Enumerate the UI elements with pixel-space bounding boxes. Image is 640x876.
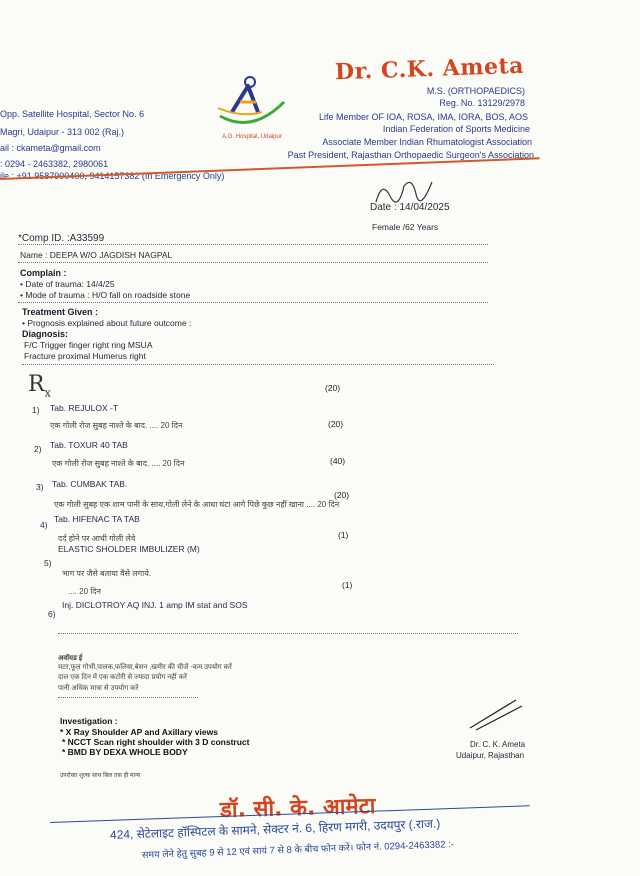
med-5-name: ELASTIC SHOLDER IMBULIZER (M) bbox=[58, 544, 200, 554]
qualification-2: Reg. No. 13129/2978 bbox=[439, 98, 525, 108]
treatment-heading: Treatment Given : bbox=[22, 307, 99, 317]
med-1-name: Tab. REJULOX -T bbox=[50, 403, 119, 413]
complain-item-2: • Mode of trauma : H/O fall on roadside stone bbox=[20, 290, 191, 300]
med-1-instruction: एक गोली रोज सुबह नाश्ते के बाद. .... 20 दिन bbox=[50, 421, 183, 430]
treatment-item-1: • Prognosis explained about future outcome : bbox=[22, 318, 192, 328]
diet-note-1: मटर,फूल गोभी,पालक,फलिया,बेसन ,खमीर की चीजें -कम उपयोग करें bbox=[58, 664, 232, 671]
gender-age: Female /62 Years bbox=[372, 222, 439, 232]
med-2-instruction: एक गोली रोज सुबह नाश्ते के बाद. .... 20 दिन bbox=[52, 459, 185, 468]
med-3-num: 3) bbox=[36, 482, 44, 492]
qualification-3: Life Member OF IOA, ROSA, IMA, IORA, BOS, AOS bbox=[318, 112, 528, 122]
qualification-1: M.S. (ORTHOPAEDICS) bbox=[426, 86, 525, 96]
med-1-instr-qty: (20) bbox=[328, 419, 344, 429]
complain-heading: Complain : bbox=[20, 268, 67, 278]
med-4-num: 4) bbox=[40, 520, 48, 530]
med-5-instruction: भाग पर जैसे बताया वैसे लगाये. bbox=[62, 569, 152, 578]
qualification-5: Associate Member Indian Rhumatologist Association bbox=[322, 137, 532, 147]
investigation-heading: Investigation : bbox=[60, 716, 118, 726]
address-line-1: Opp. Satellite Hospital, Sector No. 6 bbox=[0, 109, 145, 119]
med-1-num: 1) bbox=[32, 405, 40, 415]
med-4-instr-qty: (1) bbox=[338, 530, 349, 540]
phone-line: : 0294 - 2463382, 2980061 bbox=[0, 159, 109, 169]
comp-id: *Comp ID. :A33599 bbox=[18, 233, 105, 244]
med-1-qty: (20) bbox=[325, 383, 341, 393]
patient-name: Name : DEEPA W/O JAGDISH NAGPAL bbox=[20, 250, 173, 260]
doctor-signature bbox=[466, 694, 526, 739]
footer-address: 424, सेटेलाइट हॉस्पिटल के सामने, सेक्टर नं. 6, हिरण मगरी, उदयपुर (.राज.) bbox=[109, 816, 441, 842]
diagnosis-item-2: Fracture proximal Humerus right bbox=[24, 351, 146, 361]
rx-symbol: $R_x$ bbox=[28, 372, 51, 400]
med-3-name: Tab. CUMBAK TAB. bbox=[52, 479, 128, 489]
med-5-instruction-2: .... 20 दिन bbox=[68, 587, 101, 596]
investigation-item-3: * BMD BY DEXA WHOLE BODY bbox=[62, 747, 188, 757]
date-label: Date : 14/04/2025 bbox=[370, 202, 450, 213]
address-line-2: Magri, Udaipur - 313 002 (Raj.) bbox=[0, 127, 125, 137]
email-line: ail : ckameta@gmail.com bbox=[0, 143, 101, 153]
diet-note-3: पानी अधिक मात्रा से उपयोग करें bbox=[58, 685, 139, 692]
complain-item-1: • Date of trauma: 14/4/25 bbox=[20, 279, 115, 289]
diagnosis-heading: Diagnosis: bbox=[22, 329, 69, 339]
med-2-instr-qty: (40) bbox=[330, 456, 346, 466]
diagnosis-item-1: F/C Trigger finger right ring MSUA bbox=[24, 340, 153, 350]
med-4-instruction: दर्द होने पर आधी गोली लेवे bbox=[58, 534, 136, 543]
qualification-6: Past President, Rajasthan Orthopaedic Surgeon's Association bbox=[287, 150, 534, 160]
mobile-line: ile : +91 9587900400, 9414157382 (In Emergency Only) bbox=[0, 171, 225, 181]
investigation-item-2: * NCCT Scan right shoulder with 3 D construct bbox=[62, 737, 250, 747]
med-3-instruction: एक गोली सुबह एक शाम पानी के साथ,गोली लेने के आधा घंटा आगे पिछे कुछ नहीं खाना .... 20 दिन bbox=[54, 500, 340, 509]
med-5-num: 5) bbox=[44, 558, 52, 568]
med-2-name: Tab. TOXUR 40 TAB bbox=[50, 440, 128, 450]
med-6-name: Inj. DICLOTROY AQ INJ. 1 amp IM stat and SOS bbox=[62, 600, 248, 610]
svg-text:A.G. Hospital, Udaipur: A.G. Hospital, Udaipur bbox=[222, 134, 282, 140]
doctor-name: Dr. C.K. Ameta bbox=[334, 52, 525, 86]
hospital-logo bbox=[212, 72, 292, 142]
qualification-4: Indian Federation of Sports Medicine bbox=[382, 124, 530, 134]
signature-name: Dr. C. K. Ameta bbox=[470, 740, 526, 749]
med-3-instr-qty: (20) bbox=[334, 490, 350, 500]
footer-timing: समय लेने हेतु सुबह 9 से 12 एवं सायं 7 से 8 के बीच फोन करें। फोन नं. 0294-2463382 :- bbox=[141, 839, 455, 861]
investigation-item-1: * X Ray Shoulder AP and Axillary views bbox=[60, 727, 218, 737]
bottom-note: उपरोक्त शुल्क साथ बिल तक ही मान्य bbox=[60, 773, 141, 779]
med-4-name: Tab. HIFENAC TA TAB bbox=[54, 514, 140, 524]
signature-place: Udaipur, Rajasthan bbox=[456, 751, 525, 760]
diet-heading: अवॉयड ई bbox=[58, 655, 83, 662]
med-5-instr-qty: (1) bbox=[342, 580, 353, 590]
footer-doctor-name: डॉ. सी. के. आमेटा bbox=[219, 793, 376, 824]
med-2-num: 2) bbox=[34, 444, 42, 454]
diet-note-2: दाल एक दिन में एक कटोरी से ज्यादा प्रयोग नहीं करें bbox=[58, 674, 187, 681]
med-6-num: 6) bbox=[48, 609, 56, 619]
